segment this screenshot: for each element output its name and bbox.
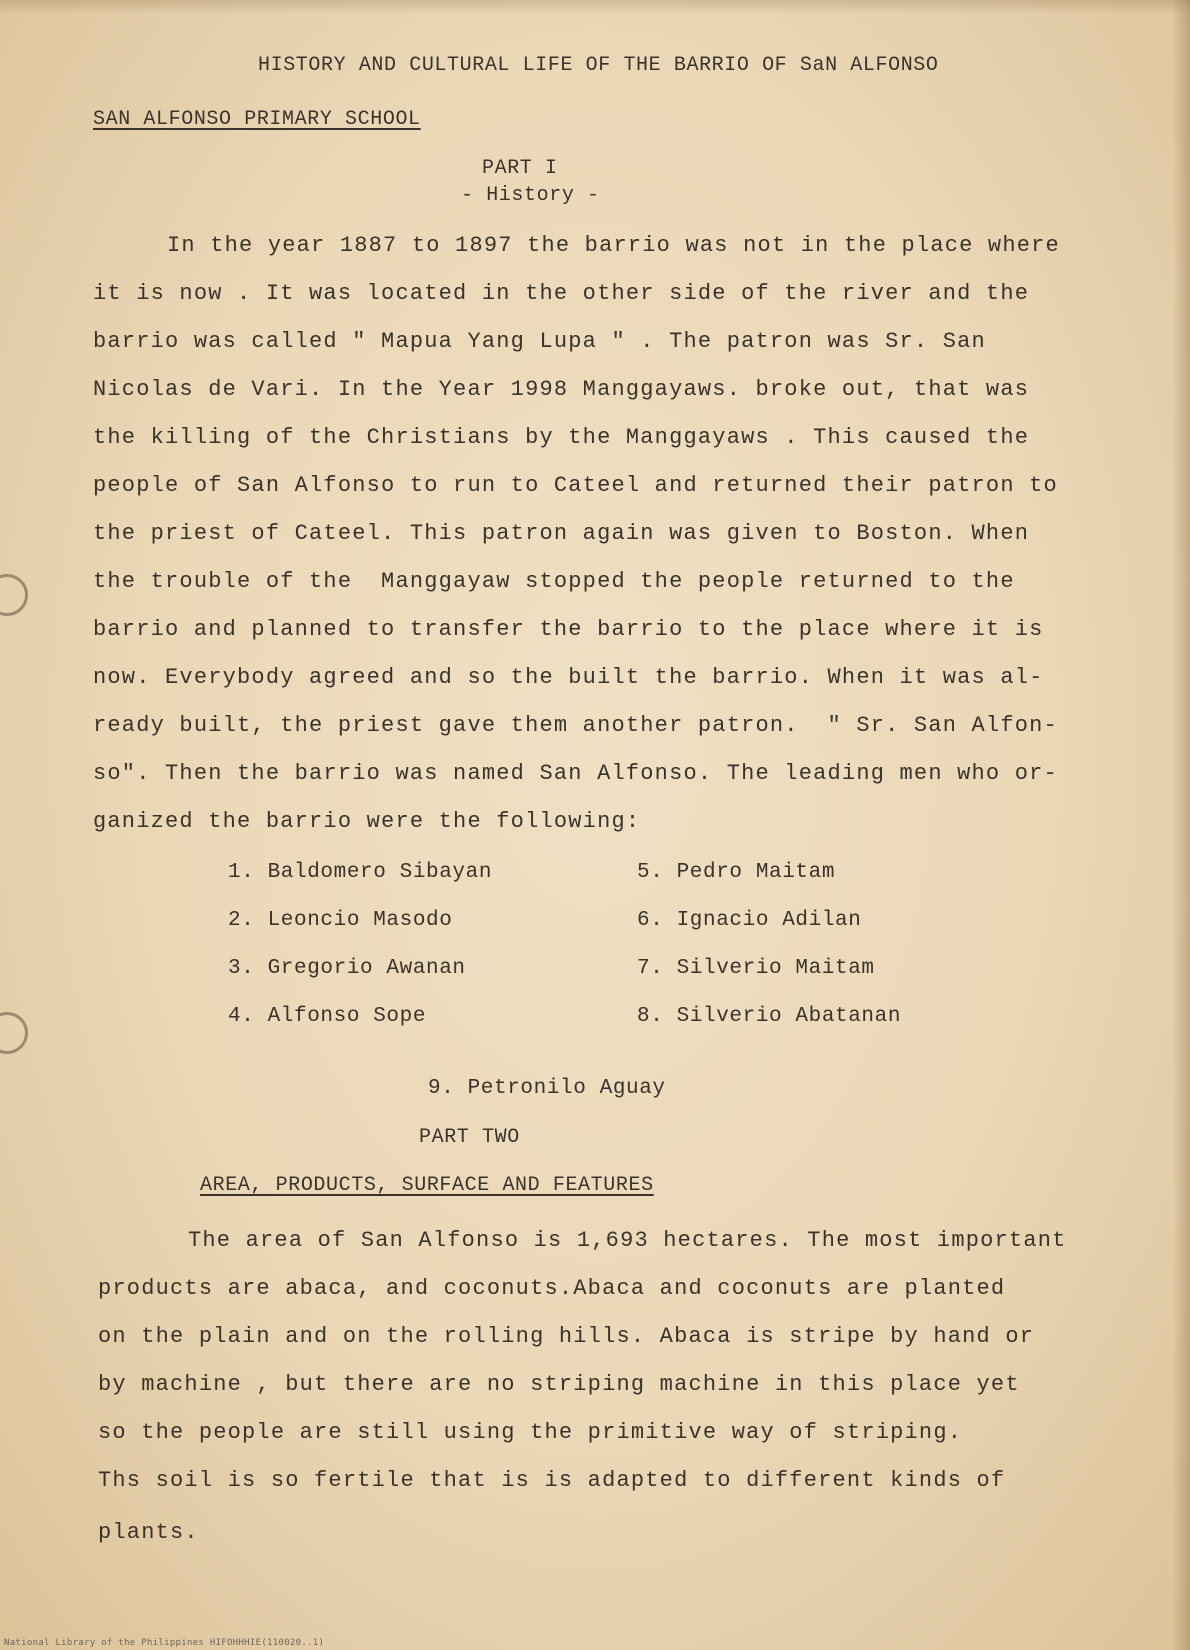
- leader-item: 1. Baldomero Sibayan: [228, 861, 493, 884]
- history-line: so". Then the barrio was named San Alfonso. The leading men who or-: [93, 761, 1058, 786]
- area-line: products are abaca, and coconuts.Abaca and coconuts are planted: [98, 1276, 1006, 1301]
- leader-item: 4. Alfonso Sope: [228, 1005, 427, 1028]
- leader-item: 2. Leoncio Masodo: [228, 909, 453, 932]
- punch-hole-icon: [0, 574, 28, 616]
- history-line: it is now . It was located in the other side of the river and the: [93, 281, 1030, 306]
- leader-item: 6. Ignacio Adilan: [637, 909, 862, 932]
- area-line: on the plain and on the rolling hills. Abaca is stripe by hand or: [98, 1324, 1035, 1349]
- part2-title: PART TWO: [419, 1126, 520, 1149]
- history-line: barrio and planned to transfer the barrio to the place where it is: [93, 617, 1044, 642]
- area-line: plants.: [98, 1520, 199, 1545]
- part2-subtitle: AREA, PRODUCTS, SURFACE AND FEATURES: [200, 1174, 654, 1197]
- history-line: now. Everybody agreed and so the built the barrio. When it was al-: [93, 665, 1044, 690]
- page-top-shadow: [0, 0, 1190, 14]
- history-line: ganized the barrio were the following:: [93, 809, 641, 834]
- leader-item: 7. Silverio Maitam: [637, 957, 875, 980]
- area-line: The area of San Alfonso is 1,693 hectares. The most important: [188, 1228, 1067, 1253]
- history-line: barrio was called " Mapua Yang Lupa " . The patron was Sr. San: [93, 329, 986, 354]
- leader-item: 5. Pedro Maitam: [637, 861, 836, 884]
- main-title: HISTORY AND CULTURAL LIFE OF THE BARRIO OF SaN ALFONSO: [258, 54, 939, 77]
- history-line: the priest of Cateel. This patron again was given to Boston. When: [93, 521, 1030, 546]
- history-line: Nicolas de Vari. In the Year 1998 Manggayaws. broke out, that was: [93, 377, 1030, 402]
- archive-footer: National Library of the Philippines HIFOHHHIE(110020..1): [4, 1638, 325, 1648]
- leader-item: 8. Silverio Abatanan: [637, 1005, 902, 1028]
- punch-hole-icon: [0, 1012, 28, 1054]
- leader-item: 3. Gregorio Awanan: [228, 957, 466, 980]
- history-line: the killing of the Christians by the Manggayaws . This caused the: [93, 425, 1030, 450]
- part1-subtitle: - History -: [461, 184, 600, 207]
- area-line: Ths soil is so fertile that is is adapted to different kinds of: [98, 1468, 1006, 1493]
- area-line: by machine , but there are no striping machine in this place yet: [98, 1372, 1020, 1397]
- page-edge-shadow: [1172, 0, 1190, 1650]
- history-line: people of San Alfonso to run to Cateel and returned their patron to: [93, 473, 1058, 498]
- history-line: In the year 1887 to 1897 the barrio was not in the place where: [167, 233, 1060, 258]
- history-line: ready built, the priest gave them another patron. " Sr. San Alfon-: [93, 713, 1058, 738]
- school-name: SAN ALFONSO PRIMARY SCHOOL: [93, 108, 421, 131]
- part1-title: PART I: [482, 157, 558, 180]
- leader-item: 9. Petronilo Aguay: [428, 1077, 666, 1100]
- area-line: so the people are still using the primitive way of striping.: [98, 1420, 963, 1445]
- history-line: the trouble of the Manggayaw stopped the people returned to the: [93, 569, 1015, 594]
